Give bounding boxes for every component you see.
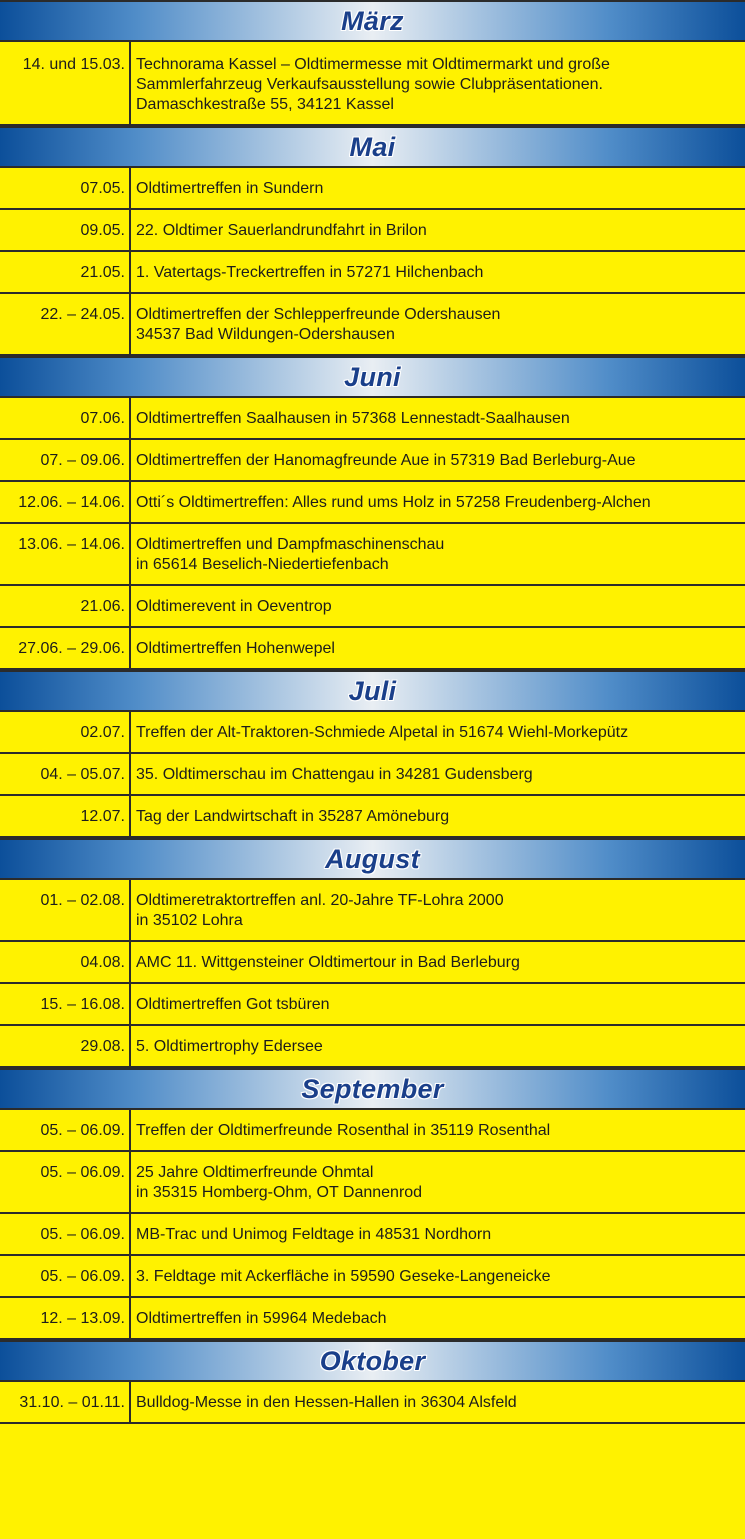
event-row (0, 754, 745, 796)
event-description: 22. Oldtimer Sauerlandrundfahrt in Brilon (136, 222, 427, 239)
month-header (0, 670, 745, 712)
event-description: Oldtimertreffen Saalhausen in 57368 Lennestadt-Saalhausen (136, 410, 570, 427)
event-date: 31.10. – 01.11. (0, 1382, 131, 1422)
event-row (0, 252, 745, 294)
event-row (0, 440, 745, 482)
month-header (0, 1068, 745, 1110)
event-row (0, 796, 745, 838)
month-header (0, 838, 745, 880)
month-header (0, 126, 745, 168)
event-row (0, 1256, 745, 1298)
event-date: 12.06. – 14.06. (0, 482, 131, 522)
event-date: 05. – 06.09. (0, 1152, 131, 1212)
event-date: 21.06. (0, 586, 131, 626)
event-date: 04. – 05.07. (0, 754, 131, 794)
month-section (0, 670, 745, 838)
event-description: AMC 11. Wittgensteiner Oldtimertour in Bad Berleburg (136, 954, 520, 971)
event-date: 09.05. (0, 210, 131, 250)
month-section (0, 1068, 745, 1340)
event-row (0, 210, 745, 252)
page-footer-strip (0, 1424, 745, 1435)
event-date: 29.08. (0, 1026, 131, 1066)
event-description: 5. Oldtimertrophy Edersee (136, 1038, 323, 1055)
event-description: Bulldog-Messe in den Hessen-Hallen in 36304 Alsfeld (136, 1394, 517, 1411)
event-description: Otti´s Oldtimertreffen: Alles rund ums Holz in 57258 Freudenberg-Alchen (136, 494, 651, 511)
event-row (0, 1110, 745, 1152)
month-title: September (301, 1073, 444, 1104)
event-date: 02.07. (0, 712, 131, 752)
event-description: Oldtimertreffen in 59964 Medebach (136, 1310, 387, 1327)
event-row (0, 880, 745, 942)
event-row (0, 1026, 745, 1068)
event-date: 05. – 06.09. (0, 1214, 131, 1254)
event-description: 3. Feldtage mit Ackerfläche in 59590 Geseke-Langeneicke (136, 1268, 551, 1285)
event-row (0, 42, 745, 126)
event-description: 1. Vatertags-Treckertreffen in 57271 Hilchenbach (136, 264, 484, 281)
event-description: 35. Oldtimerschau im Chattengau in 34281 Gudensberg (136, 766, 533, 783)
event-description: 25 Jahre Oldtimerfreunde Ohmtal in 35315 Homberg-Ohm, OT Dannenrod (136, 1164, 423, 1201)
month-section (0, 0, 745, 126)
month-header (0, 356, 745, 398)
event-date: 14. und 15.03. (0, 42, 131, 124)
event-description: Oldtimertreffen und Dampfmaschinenschau in 65614 Beselich-Niedertiefenbach (136, 536, 445, 573)
event-row (0, 712, 745, 754)
event-date: 13.06. – 14.06. (0, 524, 131, 584)
event-row (0, 586, 745, 628)
event-date: 07.05. (0, 168, 131, 208)
event-description: Oldtimertreffen Hohenwepel (136, 640, 335, 657)
event-row (0, 628, 745, 670)
event-date: 05. – 06.09. (0, 1110, 131, 1150)
event-date: 05. – 06.09. (0, 1256, 131, 1296)
event-date: 21.05. (0, 252, 131, 292)
event-row (0, 294, 745, 356)
month-title: Juli (348, 675, 397, 706)
event-date: 22. – 24.05. (0, 294, 131, 354)
month-title: März (341, 5, 404, 36)
event-row (0, 984, 745, 1026)
month-title: Mai (349, 131, 396, 162)
event-date: 12. – 13.09. (0, 1298, 131, 1338)
event-description: Oldtimertreffen Got tsbüren (136, 996, 330, 1013)
month-section (0, 126, 745, 356)
event-row (0, 524, 745, 586)
event-description: Oldtimertreffen der Hanomagfreunde Aue in 57319 Bad Berleburg-Aue (136, 452, 636, 469)
event-row (0, 942, 745, 984)
month-header (0, 0, 745, 42)
event-date: 04.08. (0, 942, 131, 982)
event-description: MB-Trac und Unimog Feldtage in 48531 Nordhorn (136, 1226, 492, 1243)
event-row (0, 1382, 745, 1424)
event-date: 07. – 09.06. (0, 440, 131, 480)
month-section (0, 838, 745, 1068)
month-section (0, 356, 745, 670)
event-description: Tag der Landwirtschaft in 35287 Amöneburg (136, 808, 450, 825)
event-date: 12.07. (0, 796, 131, 836)
month-section (0, 1340, 745, 1424)
event-date: 07.06. (0, 398, 131, 438)
month-header (0, 1340, 745, 1382)
event-description: Technorama Kassel – Oldtimermesse mit Oldtimermarkt und große Sammlerfahrzeug Verkaufsausstellung sowie Clubpräsentationen. Damaschkestraße 55, 34121 Kassel (136, 56, 610, 113)
month-title: Juni (344, 361, 401, 392)
event-row (0, 398, 745, 440)
event-description: Oldtimeretraktortreffen anl. 20-Jahre TF-Lohra 2000 in 35102 Lohra (136, 892, 504, 929)
month-title: August (325, 843, 420, 874)
event-description: Treffen der Oldtimerfreunde Rosenthal in 35119 Rosenthal (136, 1122, 551, 1139)
event-row (0, 1152, 745, 1214)
event-date: 01. – 02.08. (0, 880, 131, 940)
event-row (0, 1214, 745, 1256)
event-row (0, 1298, 745, 1340)
event-date: 27.06. – 29.06. (0, 628, 131, 668)
event-row (0, 168, 745, 210)
event-description: Treffen der Alt-Traktoren-Schmiede Alpetal in 51674 Wiehl-Morkepütz (136, 724, 629, 741)
event-description: Oldtimerevent in Oeventrop (136, 598, 332, 615)
event-description: Oldtimertreffen in Sundern (136, 180, 324, 197)
month-title: Oktober (319, 1345, 426, 1376)
event-row (0, 482, 745, 524)
event-date: 15. – 16.08. (0, 984, 131, 1024)
event-description: Oldtimertreffen der Schlepperfreunde Odershausen 34537 Bad Wildungen-Odershausen (136, 306, 501, 343)
